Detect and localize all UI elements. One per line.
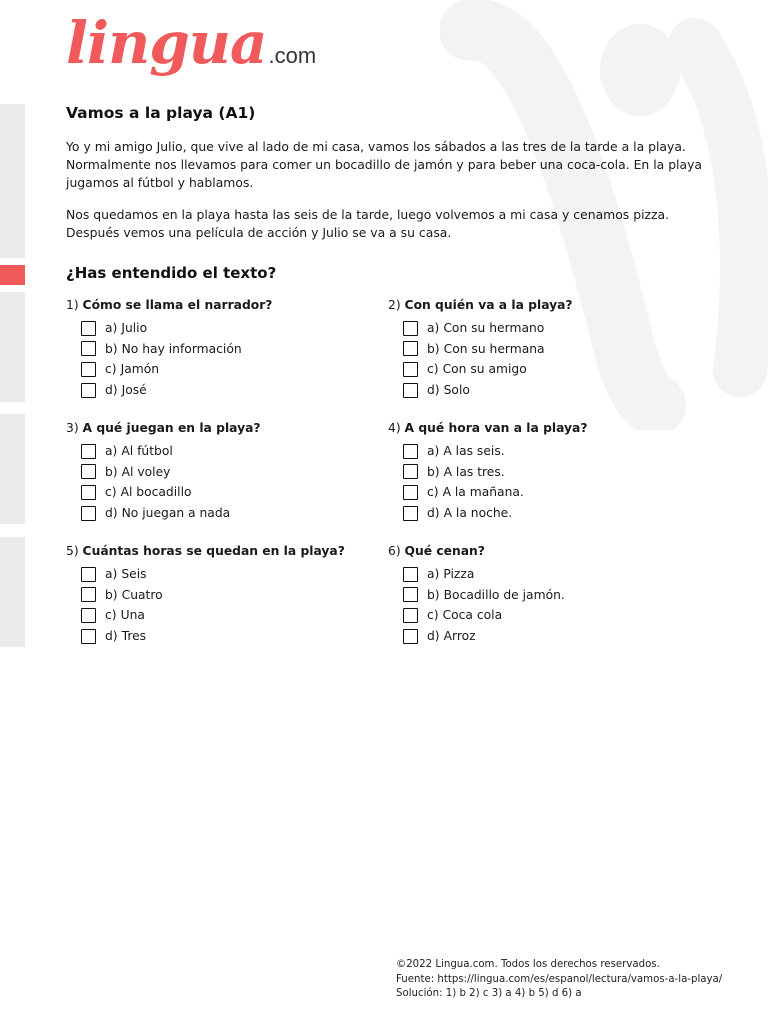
question-2 <box>388 296 688 400</box>
question-text: Cuántas horas se quedan en la playa? <box>82 544 345 558</box>
answer-option[interactable] <box>66 359 366 380</box>
question-number: 1) <box>66 298 79 312</box>
option-letter: b) <box>105 587 118 602</box>
answer-checkbox[interactable] <box>403 444 418 459</box>
answer-checkbox[interactable] <box>403 321 418 336</box>
option-letter: b) <box>105 341 118 356</box>
option-letter: c) <box>105 362 117 377</box>
option-text: A las seis. <box>443 444 505 459</box>
answer-option[interactable] <box>66 585 366 606</box>
question-text: Con quién va a la playa? <box>404 298 573 312</box>
option-text: Tres <box>121 629 147 644</box>
answer-checkbox[interactable] <box>403 341 418 356</box>
option-text: No hay información <box>121 341 242 356</box>
answer-option[interactable] <box>66 380 366 401</box>
answer-option[interactable] <box>388 503 688 524</box>
answer-checkbox[interactable] <box>81 444 96 459</box>
question-title <box>66 419 366 439</box>
option-text: Pizza <box>443 567 475 582</box>
answer-checkbox[interactable] <box>81 485 96 500</box>
answer-checkbox[interactable] <box>403 362 418 377</box>
answer-option[interactable] <box>388 462 688 483</box>
option-text: Con su amigo <box>442 362 527 377</box>
question-number: 2) <box>388 298 401 312</box>
option-letter: c) <box>427 485 439 500</box>
answer-option[interactable] <box>66 626 366 647</box>
answer-option[interactable] <box>388 441 688 462</box>
answer-option[interactable] <box>66 318 366 339</box>
option-letter: d) <box>105 629 118 644</box>
question-number: 3) <box>66 421 79 435</box>
answer-checkbox[interactable] <box>403 629 418 644</box>
answer-checkbox[interactable] <box>81 629 96 644</box>
footer <box>396 958 722 1002</box>
option-text: Con su hermana <box>443 341 545 356</box>
question-number: 6) <box>388 544 401 558</box>
option-letter: d) <box>427 383 440 398</box>
answer-option[interactable] <box>66 503 366 524</box>
section-title: ¿Has entendido el texto? <box>66 264 277 282</box>
option-text: Con su hermano <box>443 321 545 336</box>
option-letter: a) <box>105 444 118 459</box>
brand-logo-domain: .com <box>268 43 317 68</box>
answer-checkbox[interactable] <box>81 464 96 479</box>
option-text: A las tres. <box>443 464 505 479</box>
option-text: Seis <box>121 567 147 582</box>
option-letter: a) <box>105 321 118 336</box>
answer-checkbox[interactable] <box>403 464 418 479</box>
answer-checkbox[interactable] <box>81 321 96 336</box>
option-letter: b) <box>105 464 118 479</box>
question-number: 5) <box>66 544 79 558</box>
side-tab <box>0 537 25 647</box>
option-text: Al fútbol <box>121 444 173 459</box>
question-5 <box>66 542 366 646</box>
question-text: Qué cenan? <box>404 544 485 558</box>
answer-checkbox[interactable] <box>81 341 96 356</box>
question-3 <box>66 419 366 523</box>
option-letter: a) <box>427 567 440 582</box>
side-tab <box>0 292 25 402</box>
option-letter: c) <box>105 485 117 500</box>
answer-checkbox[interactable] <box>403 608 418 623</box>
answer-checkbox[interactable] <box>81 567 96 582</box>
option-text: Cuatro <box>121 587 163 602</box>
answer-option[interactable] <box>388 339 688 360</box>
side-tab-active <box>0 265 25 285</box>
brand-logo <box>66 9 317 77</box>
option-letter: c) <box>427 362 439 377</box>
option-text: A la mañana. <box>442 485 524 500</box>
side-tab <box>0 104 25 258</box>
answer-option[interactable] <box>66 441 366 462</box>
answer-checkbox[interactable] <box>81 383 96 398</box>
question-6 <box>388 542 688 646</box>
option-letter: d) <box>105 506 118 521</box>
answer-option[interactable] <box>66 339 366 360</box>
reading-paragraph: Nos quedamos en la playa hasta las seis de la tarde, luego volvemos a mi casa y cenamos pizza. Después vemos una película de acción y Julio se va a su casa. <box>66 207 670 240</box>
answer-checkbox[interactable] <box>81 608 96 623</box>
answer-option[interactable] <box>66 482 366 503</box>
option-letter: a) <box>427 321 440 336</box>
answer-checkbox[interactable] <box>81 587 96 602</box>
question-text: A qué juegan en la playa? <box>82 421 261 435</box>
option-text: Jamón <box>120 362 160 377</box>
question-title <box>388 542 688 562</box>
answer-checkbox[interactable] <box>81 506 96 521</box>
question-text: Cómo se llama el narrador? <box>82 298 273 312</box>
answer-option[interactable] <box>66 564 366 585</box>
option-letter: d) <box>105 383 118 398</box>
answer-option[interactable] <box>388 564 688 585</box>
answer-option[interactable] <box>388 585 688 606</box>
option-text: Coca cola <box>442 608 503 623</box>
answer-option[interactable] <box>388 359 688 380</box>
option-text: Una <box>120 608 145 623</box>
page-title: Vamos a la playa (A1) <box>66 104 256 122</box>
answer-option[interactable] <box>388 380 688 401</box>
answer-option[interactable] <box>66 462 366 483</box>
answer-option[interactable] <box>388 318 688 339</box>
question-4 <box>388 419 688 523</box>
option-text: Al voley <box>121 464 171 479</box>
option-letter: c) <box>105 608 117 623</box>
answer-option[interactable] <box>66 605 366 626</box>
answer-checkbox[interactable] <box>403 485 418 500</box>
option-letter: b) <box>427 464 440 479</box>
answer-option[interactable] <box>388 482 688 503</box>
answer-option[interactable] <box>388 626 688 647</box>
option-text: Al bocadillo <box>120 485 192 500</box>
footer-source: Fuente: https://lingua.com/es/espanol/lectura/vamos-a-la-playa/ <box>396 973 723 985</box>
answer-checkbox[interactable] <box>403 587 418 602</box>
answer-checkbox[interactable] <box>403 383 418 398</box>
option-text: Solo <box>443 383 470 398</box>
option-letter: b) <box>427 587 440 602</box>
question-title <box>388 296 688 316</box>
option-text: Arroz <box>443 629 476 644</box>
question-number: 4) <box>388 421 401 435</box>
option-text: No juegan a nada <box>121 506 231 521</box>
question-title <box>388 419 688 439</box>
question-title <box>66 296 366 316</box>
answer-checkbox[interactable] <box>403 567 418 582</box>
reading-paragraph: Yo y mi amigo Julio, que vive al lado de mi casa, vamos los sábados a las tres de la tarde a la playa. Normalmente nos llevamos para comer un bocadillo de jamón y para beber una coca-cola. En la playa jugamos al fútbol y hablamos. <box>66 139 703 190</box>
option-text: A la noche. <box>443 506 513 521</box>
option-letter: a) <box>427 444 440 459</box>
question-title <box>66 542 366 562</box>
brand-logo-word: lingua <box>66 9 267 77</box>
footer-solution: Solución: 1) b 2) c 3) a 4) b 5) d 6) a <box>396 988 582 999</box>
option-text: Julio <box>121 321 148 336</box>
footer-copyright: ©2022 Lingua.com. Todos los derechos reservados. <box>396 959 660 970</box>
option-letter: b) <box>427 341 440 356</box>
question-text: A qué hora van a la playa? <box>404 421 588 435</box>
question-1 <box>66 296 366 400</box>
answer-checkbox[interactable] <box>403 506 418 521</box>
answer-checkbox[interactable] <box>81 362 96 377</box>
option-letter: a) <box>105 567 118 582</box>
option-text: José <box>121 383 147 398</box>
option-letter: d) <box>427 506 440 521</box>
answer-option[interactable] <box>388 605 688 626</box>
option-letter: c) <box>427 608 439 623</box>
option-text: Bocadillo de jamón. <box>443 587 565 602</box>
option-letter: d) <box>427 629 440 644</box>
side-tab <box>0 414 25 524</box>
